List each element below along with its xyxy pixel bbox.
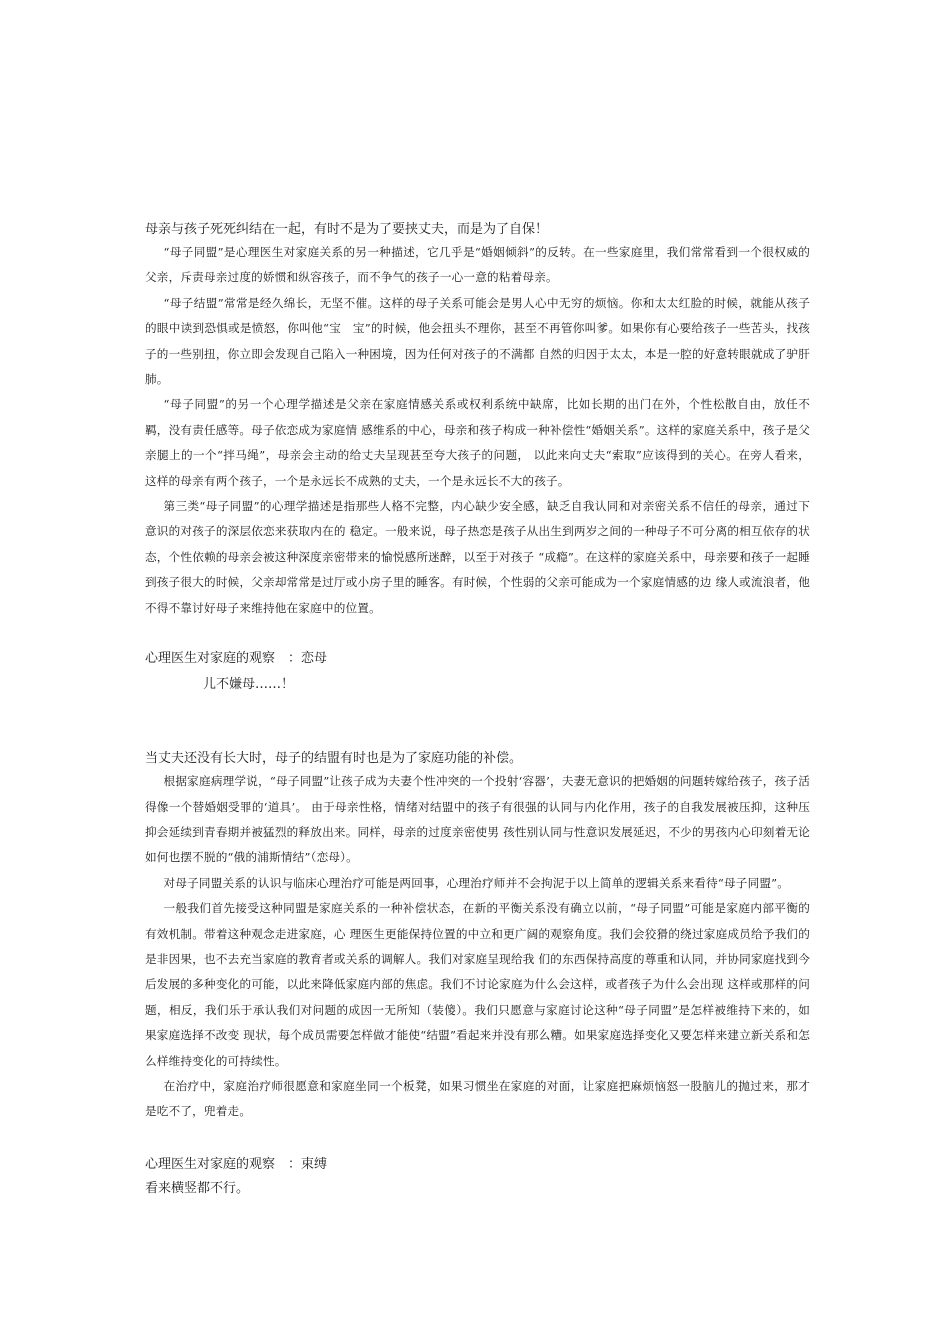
paragraph-1-4: 第三类“母子同盟”的心理学描述是指那些人格不完整，内心缺少安全感，缺乏自我认同和对亲密关系不信任的母亲，通过下意识的对孩子的深层依恋来获取内在的 稳定。一般来说，母子热恋是孩子从出生到两岁之间的一种母子不可分离的相互依存的状态，个性依赖的母亲会被这种深度亲密带来的愉悦感所迷醉，以至于对孩子 “成瘾”。在这样的家庭关系中，母亲要和孩子一起睡到孩子很大的时候，父亲却常常是过厅或小房子里的睡客。有时候，个性弱的父亲可能成为一个家庭情感的边 缘人或流浪者，他不得不靠讨好母子来维持他在家庭中的位置。: [145, 499, 810, 615]
paragraph-1-1: “母子同盟”是心理医生对家庭关系的另一种描述，它几乎是“婚姻倾斜”的反转。在一些家庭里，我们常常看到一个很权威的父亲，斥责母亲过度的娇惯和纵容孩子，而不争气的孩子一心一意的粘着母亲。: [145, 245, 810, 285]
paragraph-1-3: “母子同盟”的另一个心理学描述是父亲在家庭情感关系或权利系统中缺席，比如长期的出门在外，个性松散自由，放任不羁，没有责任感等。母子依恋成为家庭情 感维系的中心，母亲和孩子构成一种补偿性“婚姻关系”。这样的家庭关系中，孩子是父亲腿上的一个“拌马绳”，母亲会主动的给丈夫呈现甚至夸大孩子的问题， 以此来向丈夫“索取”应该得到的关心。在旁人看来，这样的母亲有两个孩子，一个是永远长不成熟的丈夫，一个是永远长不大的孩子。: [145, 397, 810, 488]
opening-line-1: 母亲与孩子死死纠结在一起，有时不是为了要挟丈夫，而是为了自保！: [145, 222, 549, 237]
section-title-2: 心理医生对家庭的观察 ：束缚: [145, 1156, 328, 1172]
paragraph-2-1: 根据家庭病理学说，“母子同盟”让孩子成为夫妻个性冲突的一个投射‘容器’，夫妻无意识的把婚姻的问题转嫁给孩子，孩子活得像一个替婚姻受罪的‘道具’。 由于母亲性格，情绪对结盟中的孩子有很强的认同与内化作用，孩子的自我发展被压抑，这种压抑会延续到青春期并被猛烈的释放出来。同样，母亲的过度亲密使男 孩性别认同与性意识发展延迟，不少的男孩内心印刻着无论如何也摆不脱的“俄的浦斯情结”（恋母）。: [145, 774, 810, 865]
paragraph-2-3: 一般我们首先接受这种同盟是家庭关系的一种补偿状态，在新的平衡关系没有确立以前，“母子同盟”可能是家庭内部平衡的有效机制。带着这种观念走进家庭，心 理医生更能保持位置的中立和更广阔的观察角度。我们会狡猾的绕过家庭成员给予我们的是非因果，也不去充当家庭的教育者或关系的调解人。我们对家庭呈现给我 们的东西保持高度的尊重和认同，并协同家庭找到今后发展的多种变化的可能，以此来降低家庭内部的焦虑。我们不讨论家庭为什么会这样，或者孩子为什么会出现 这样或那样的问题，相反，我们乐于承认我们对问题的成因一无所知（装傻）。我们只愿意与家庭讨论这种“母子同盟”是怎样被维持下来的，如果家庭选择不改变 现状，每个成员需要怎样做才能使“结盟”看起来并没有那么糟。如果家庭选择变化又要怎样来建立新关系和怎么样维持变化的可持续性。: [145, 901, 810, 1068]
paragraph-2-2: 对母子同盟关系的认识与临床心理治疗可能是两回事，心理治疗师并不会拘泥于以上简单的逻辑关系来看待“母子同盟”。: [163, 875, 790, 890]
section-line-2: 看来横竖都不行。: [145, 1180, 250, 1196]
section-subtitle-1: 儿不嫌母……！: [203, 677, 295, 693]
paragraph-2-4: 在治疗中，家庭治疗师很愿意和家庭坐同一个板凳，如果习惯坐在家庭的对面，让家庭把麻烦恼怒一股脑儿的抛过来，那才是吃不了，兜着走。: [145, 1078, 810, 1119]
paragraph-1-2: “母子结盟”常常是经久绵长，无坚不催。这样的母子关系可能会是男人心中无穷的烦恼。你和太太红脸的时候，就能从孩子的眼中读到恐惧或是愤怒，你叫他“宝 宝”的时候，他会扭头不理你，甚至不再管你叫爹。如果你有心要给孩子一些苦头，找孩子的一些别扭，你立即会发现自己陷入一种困境，因为任何对孩子的不满都 自然的归因于太太，本是一腔的好意转眼就成了驴肝肺。: [145, 295, 810, 387]
document-page: [145, 220, 810, 1199]
section-title-1: 心理医生对家庭的观察 ：恋母: [145, 651, 328, 667]
opening-line-2: 当丈夫还没有长大时，母子的结盟有时也是为了家庭功能的补偿。: [145, 751, 523, 767]
